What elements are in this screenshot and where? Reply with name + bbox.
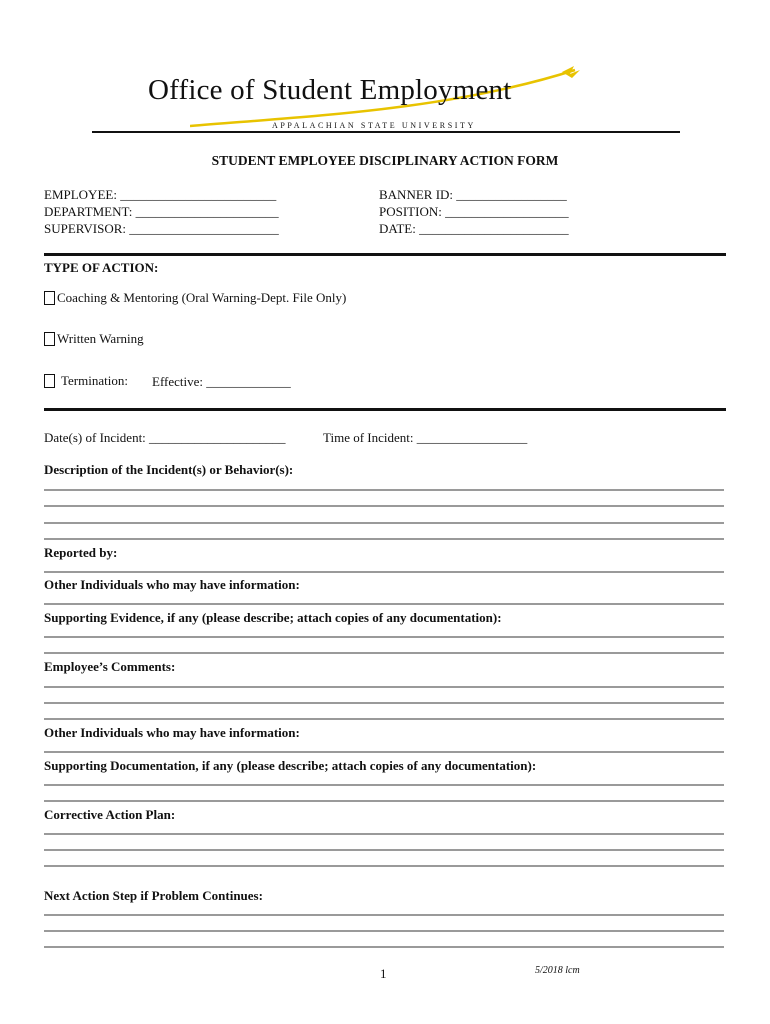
coaching-option[interactable] [44,290,346,306]
other-individuals-heading: Other Individuals who may have information: [44,577,300,592]
incident-time-field[interactable]: Time of Incident: _________________ [323,430,528,445]
revision-note: 5/2018 lcm [535,965,580,976]
corrective-action-heading: Corrective Action Plan: [44,807,176,822]
coaching-checkbox[interactable] [44,291,55,305]
position-field[interactable]: POSITION: ___________________ [379,204,569,219]
write-line[interactable] [44,784,724,786]
department-field[interactable]: DEPARTMENT: ______________________ [44,204,279,219]
logo-rule [92,131,680,133]
written-warning-option[interactable] [44,331,144,347]
logo-subtitle: APPALACHIAN STATE UNIVERSITY [272,121,476,130]
write-line[interactable] [44,636,724,638]
write-line[interactable] [44,702,724,704]
write-line[interactable] [44,522,724,524]
write-line[interactable] [44,489,724,491]
write-line[interactable] [44,800,724,802]
write-line[interactable] [44,652,724,654]
write-line[interactable] [44,751,724,753]
section-divider [44,408,726,411]
reported-by-heading: Reported by: [44,545,118,560]
write-line[interactable] [44,718,724,720]
write-line[interactable] [44,849,724,851]
supporting-documentation-heading: Supporting Documentation, if any (please describe; attach copies of any documentation): [44,758,537,773]
effective-date-field[interactable]: Effective: _____________ [152,374,291,389]
write-line[interactable] [44,538,724,540]
supporting-evidence-heading: Supporting Evidence, if any (please describe; attach copies of any documentation): [44,610,502,625]
termination-checkbox[interactable] [44,374,55,388]
write-line[interactable] [44,833,724,835]
write-line[interactable] [44,946,724,948]
written-warning-label: Written Warning [57,331,144,346]
termination-option[interactable] [44,373,128,389]
section-divider [44,253,726,256]
write-line[interactable] [44,505,724,507]
coaching-label: Coaching & Mentoring (Oral Warning-Dept. File Only) [57,290,347,305]
employee-field[interactable]: EMPLOYEE: ________________________ [44,187,277,202]
form-title: STUDENT EMPLOYEE DISCIPLINARY ACTION FORM [211,153,559,168]
incident-dates-field[interactable]: Date(s) of Incident: _____________________ [44,430,286,445]
write-line[interactable] [44,686,724,688]
termination-label: Termination: [61,373,128,388]
logo-title: Office of Student Employment [148,74,512,106]
write-line[interactable] [44,914,724,916]
written-warning-checkbox[interactable] [44,332,55,346]
date-field[interactable]: DATE: _______________________ [379,221,569,236]
other-individuals-heading-2: Other Individuals who may have information: [44,725,300,740]
write-line[interactable] [44,603,724,605]
description-heading: Description of the Incident(s) or Behavior(s): [44,462,294,477]
supervisor-field[interactable]: SUPERVISOR: _______________________ [44,221,279,236]
banner-id-field[interactable]: BANNER ID: _________________ [379,187,567,202]
page-number: 1 [380,966,387,981]
type-of-action-heading: TYPE OF ACTION: [44,260,159,275]
write-line[interactable] [44,930,724,932]
write-line[interactable] [44,571,724,573]
write-line[interactable] [44,865,724,867]
employee-comments-heading: Employee’s Comments: [44,659,176,674]
next-action-heading: Next Action Step if Problem Continues: [44,888,263,903]
